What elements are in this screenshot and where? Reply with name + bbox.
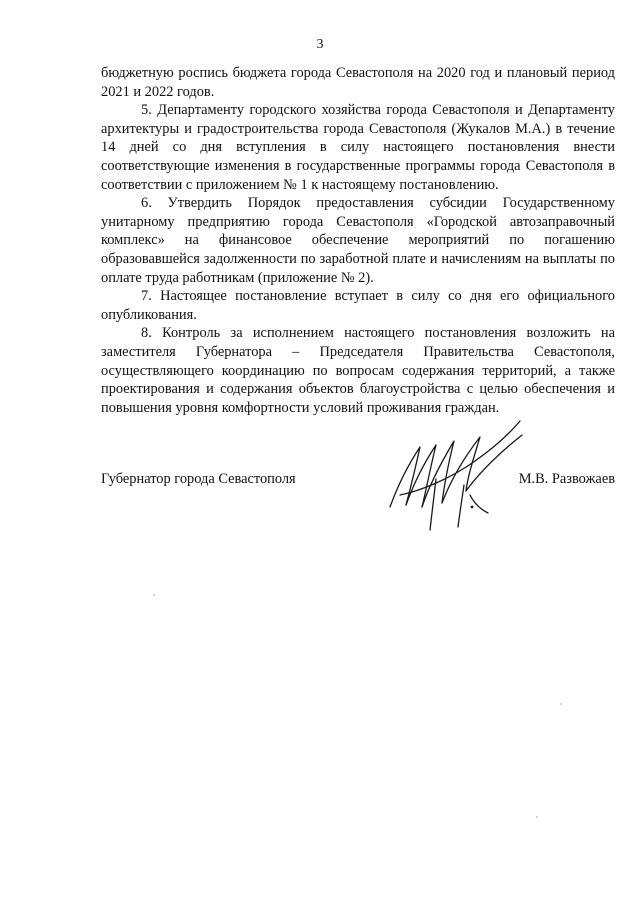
signatory-title: Губернатор города Севастополя — [101, 471, 296, 487]
paragraph-continuation: бюджетную роспись бюджета города Севастополя на 2020 год и плановый период 2021 и 2022 годов. — [101, 65, 615, 100]
paragraph-item-5: 5. Департаменту городского хозяйства города Севастополя и Департаменту архитектуры и градостроительства города Севастополя (Жукалов М.А.) в течение 14 дней со дня вступления в силу настоящего постановления внести соответствующие изменения в государственные программы города Севастополя в соответствии с приложением № 1 к настоящему постановлению. — [101, 102, 615, 193]
handwritten-signature — [370, 395, 550, 545]
scan-speck — [536, 816, 538, 818]
paragraph-item-6: 6. Утвердить Порядок предоставления субсидии Государственному унитарному предприятию города Севастополя «Городской автозаправочный комплекс» на финансовое обеспечение мероприятий по погашению образовавшейся задолженности по заработной плате и начислениям на выплаты по оплате труда работникам (приложение № 2). — [101, 195, 615, 286]
paragraph-item-8: 8. Контроль за исполнением настоящего постановления возложить на заместителя Губернатора – Председателя Правительства Севастополя, осуществляющего координацию по вопросам содержания территорий, а также проектирования и содержания объектов благоустройства с целью обеспечения и повышения уровня комфортности условий проживания граждан. — [101, 325, 615, 416]
scan-speck — [153, 594, 155, 596]
page-number: 3 — [316, 37, 324, 52]
scan-speck — [560, 703, 562, 705]
signatory-name: М.В. Развожаев — [518, 471, 615, 487]
document-body — [101, 64, 615, 417]
paragraph-item-7: 7. Настоящее постановление вступает в силу со дня его официального опубликования. — [101, 288, 615, 323]
